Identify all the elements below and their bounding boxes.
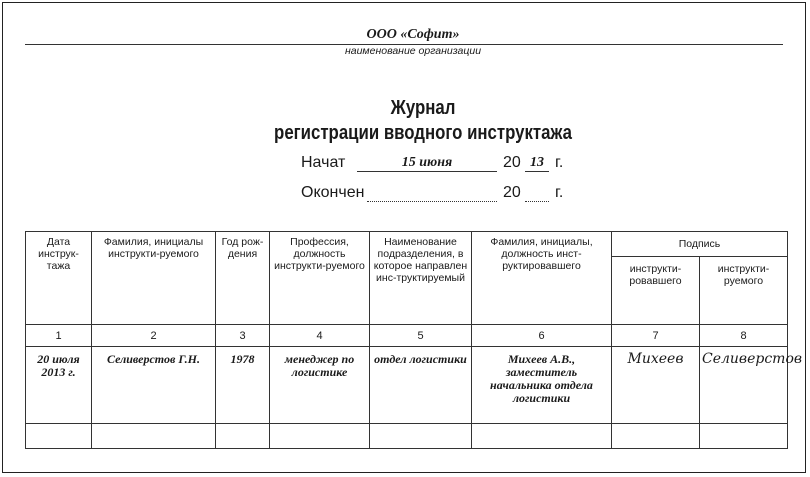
column-number: 3 <box>216 325 270 347</box>
empty-cell[interactable] <box>92 424 216 449</box>
started-year-suffix: г. <box>555 154 564 171</box>
empty-table-row <box>26 424 788 449</box>
ended-date-field[interactable] <box>367 183 497 202</box>
cell-instructor: Михеев А.В., заместитель начальника отдела логистики <box>472 347 612 424</box>
cell-signature-instructed: Селиверстов <box>700 347 788 424</box>
ended-date-line <box>301 183 581 203</box>
column-header-birth-year: Год рож-дения <box>216 232 270 325</box>
started-date-field[interactable]: 15 июня <box>357 153 497 172</box>
column-header-name: Фамилия, инициалы инструкти-руемого <box>92 232 216 325</box>
column-number: 6 <box>472 325 612 347</box>
empty-cell[interactable] <box>612 424 700 449</box>
column-number: 4 <box>270 325 370 347</box>
journal-title-line1: Журнал <box>390 97 456 119</box>
cell-name: Селиверстов Г.Н. <box>92 347 216 424</box>
column-number: 2 <box>92 325 216 347</box>
ended-label: Окончен <box>301 184 365 201</box>
ended-year-suffix: г. <box>555 184 564 201</box>
organization-caption: наименование организации <box>344 45 482 57</box>
empty-cell[interactable] <box>472 424 612 449</box>
column-header-signature-instructed: инструкти-руемого <box>700 257 788 325</box>
ended-year-prefix: 20 <box>503 184 521 201</box>
cell-position: менеджер по логистике <box>270 347 370 424</box>
column-numbers-row <box>26 325 788 347</box>
column-header-date: Дата инструк-тажа <box>26 232 92 325</box>
empty-cell[interactable] <box>700 424 788 449</box>
started-year-field[interactable]: 13 <box>525 153 549 172</box>
document-frame <box>2 2 806 473</box>
instruction-journal-table <box>25 231 803 449</box>
column-header-signature: Подпись <box>612 232 788 257</box>
started-date-line <box>301 153 581 173</box>
cell-signature-instructor: Михеев <box>612 347 700 424</box>
journal-title <box>238 96 608 146</box>
started-year-prefix: 20 <box>503 154 521 171</box>
column-header-department: Наименование подразделения, в которое направлен инс-труктируемый <box>370 232 472 325</box>
empty-cell[interactable] <box>370 424 472 449</box>
column-number: 5 <box>370 325 472 347</box>
started-label: Начат <box>301 154 346 171</box>
column-header-position: Профессия, должность инструкти-руемого <box>270 232 370 325</box>
organization-name: ООО «Софит» <box>366 27 460 42</box>
cell-department: отдел логистики <box>370 347 472 424</box>
column-header-instructor: Фамилия, инициалы, должность инст-руктировавшего <box>472 232 612 325</box>
table-row <box>26 347 788 424</box>
empty-cell[interactable] <box>216 424 270 449</box>
column-header-signature-instructor: инструкти-ровавшего <box>612 257 700 325</box>
cell-date: 20 июля 2013 г. <box>26 347 92 424</box>
cell-birth-year: 1978 <box>216 347 270 424</box>
empty-cell[interactable] <box>26 424 92 449</box>
header-row <box>26 232 788 257</box>
column-number: 1 <box>26 325 92 347</box>
column-number: 8 <box>700 325 788 347</box>
column-number: 7 <box>612 325 700 347</box>
ended-year-field[interactable] <box>525 183 549 202</box>
empty-cell[interactable] <box>270 424 370 449</box>
journal-title-line2: регистрации вводного инструктажа <box>274 122 572 144</box>
